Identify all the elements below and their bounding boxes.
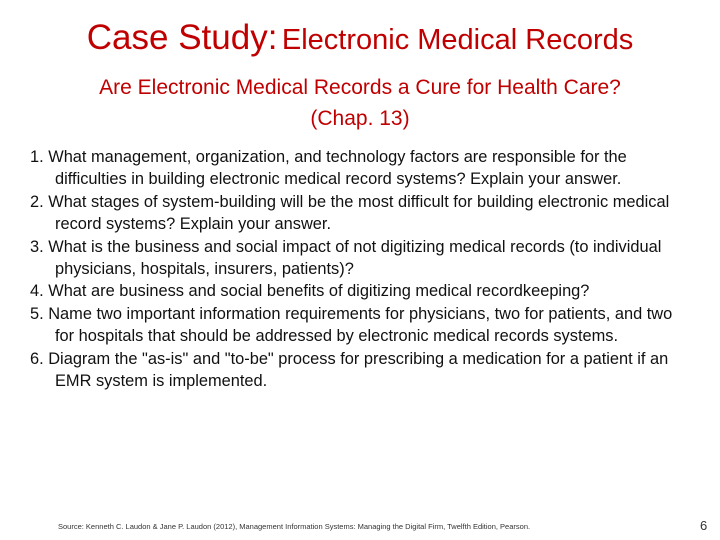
slide-number: 6 xyxy=(700,518,708,533)
slide-subtitle xyxy=(20,72,700,134)
question-item: 3. What is the business and social impact of not digitizing medical records (to individual physicians, hospitals, insurers, patients)? xyxy=(30,237,662,279)
slide-title xyxy=(0,18,720,58)
question-item: 6. Diagram the "as-is" and "to-be" process for prescribing a medication for a patient if an EMR system is implemented. xyxy=(30,349,669,391)
subtitle-line-1: Are Electronic Medical Records a Cure for Health Care? xyxy=(99,76,621,99)
subtitle-line-2: (Chap. 13) xyxy=(310,107,410,130)
question-item: 2. What stages of system-building will be the most difficult for building electronic medical record systems? Explain your answer. xyxy=(30,192,670,234)
question-item: 4. What are business and social benefits of digitizing medical recordkeeping? xyxy=(30,282,590,301)
question-item: 1. What management, organization, and technology factors are responsible for the difficulties in building electronic medical record systems? Explain your answer. xyxy=(30,148,627,189)
slide-title-rest: Electronic Medical Records xyxy=(281,24,634,56)
source-citation: Source: Kenneth C. Laudon & Jane P. Laudon (2012), Management Information Systems: Managing the Digital Firm, Twelfth Edition, Pearson. xyxy=(58,522,531,531)
slide-title-lead: Case Study: xyxy=(86,18,278,57)
question-item: 5. Name two important information requirements for physicians, two for patients, and two for hospitals that should be addressed by electronic medical records systems. xyxy=(30,304,673,346)
question-list xyxy=(30,146,690,392)
